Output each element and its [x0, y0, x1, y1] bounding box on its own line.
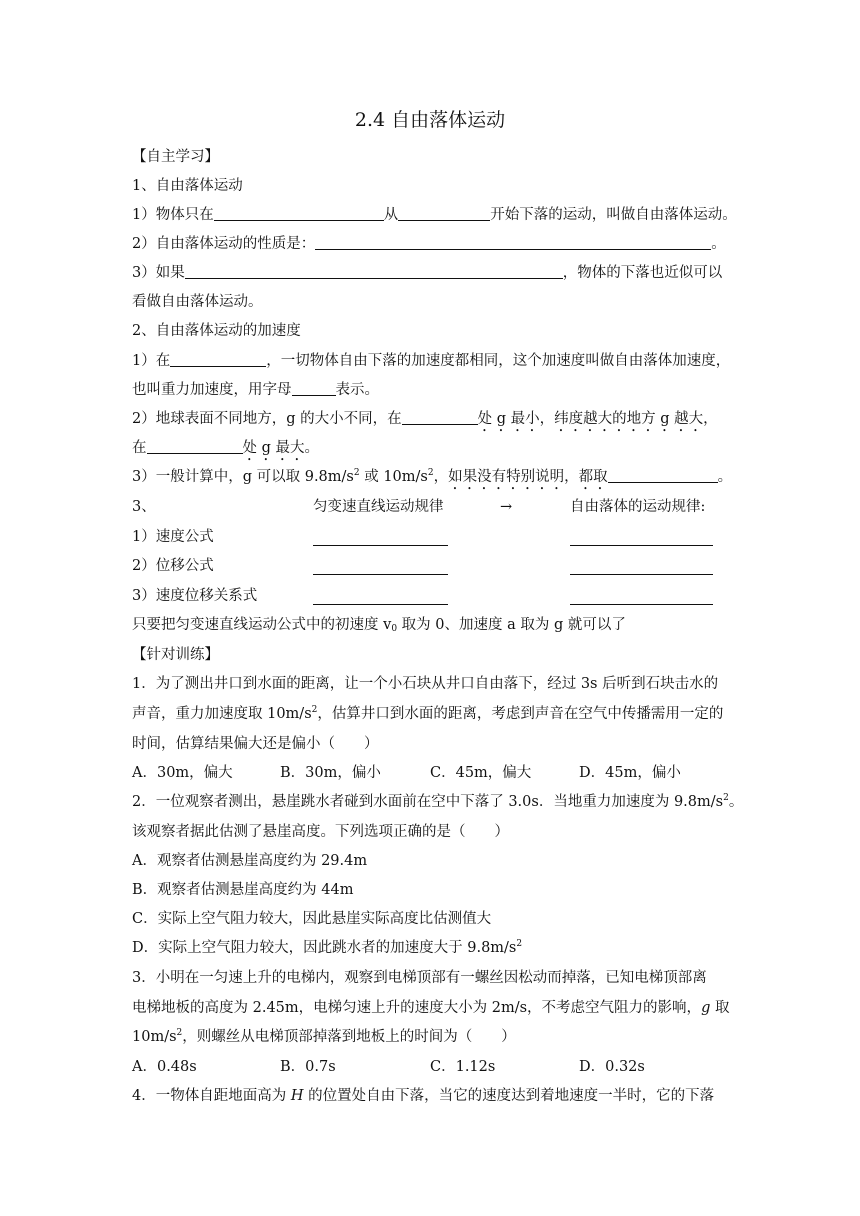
answer-line[interactable]: [313, 574, 448, 575]
fill-blank[interactable]: [292, 381, 336, 396]
item-1-1: 1）物体只在 从 开始下落的运动，叫做自由落体运动。: [132, 207, 737, 223]
q3-option-d[interactable]: D．0.32s: [579, 1059, 645, 1075]
heading-free-fall: 1、自由落体运动: [132, 178, 243, 194]
fill-blank[interactable]: [170, 352, 266, 367]
note: 只要把匀变速直线运动公式中的初速度 $v_0$ 取为 0、加速度 a 取为 g 就可以了: [132, 617, 626, 634]
q1-line-3: 时间，估算结果偏大还是偏小（ ）: [132, 736, 379, 752]
q1-option-d[interactable]: D．45m，偏小: [579, 765, 681, 781]
q1-option-a[interactable]: A．30m，偏大: [132, 765, 233, 781]
heading-acceleration: 2、自由落体运动的加速度: [132, 323, 301, 339]
item-1-2: 2）自由落体运动的性质是： 。: [132, 236, 726, 252]
answer-line[interactable]: [313, 604, 448, 605]
row-velocity-displacement: 3）速度位移关系式: [132, 588, 258, 604]
q3-option-c[interactable]: C．1.12s: [430, 1059, 496, 1075]
answer-line[interactable]: [570, 545, 713, 546]
row-velocity-formula: 1）速度公式: [132, 529, 214, 545]
column-uniform-acceleration: 匀变速直线运动规律: [313, 499, 444, 515]
q1-line-1: 1．为了测出井口到水面的距离，让一个小石块从井口自由落下，经过 3s 后听到石块击水的: [132, 676, 719, 692]
answer-line[interactable]: [570, 574, 713, 575]
heading-3: 3、: [132, 499, 156, 515]
answer-line[interactable]: [570, 604, 713, 605]
fill-blank[interactable]: [147, 439, 243, 454]
item-1-3-cont: 看做自由落体运动。: [132, 294, 263, 310]
item-2-3: 3）一般计算中，g 可以取 $9.8m/s^2$ 或 $10m/s^2$，如果没有特别说明，都取 。: [132, 468, 733, 485]
answer-line[interactable]: [313, 545, 448, 546]
q3-option-b[interactable]: B．0.7s: [280, 1059, 336, 1075]
arrow-icon: →: [500, 499, 513, 515]
q4-line-1: 4．一物体自距地面高为 H 的位置处自由下落，当它的速度达到着地速度一半时，它的下落: [132, 1088, 715, 1104]
item-2-1-cont: 也叫重力加速度，用字母 表示。: [132, 382, 379, 398]
q1-option-c[interactable]: C．45m，偏大: [430, 765, 532, 781]
item-1-3: 3）如果 ，物体的下落也近似可以: [132, 265, 723, 281]
q2-line-1: 2．一位观察者测出，悬崖跳水者碰到水面前在空中下落了 3.0s．当地重力加速度为 $9.8m/s^2$。: [132, 793, 744, 810]
q2-option-d[interactable]: D．实际上空气阻力较大，因此跳水者的加速度大于 $9.8m/s^2$: [132, 939, 523, 956]
q2-option-c[interactable]: C．实际上空气阻力较大，因此悬崖实际高度比估测值大: [132, 911, 492, 927]
item-2-2-cont: 在 处 g 最大。: [132, 440, 319, 456]
q2-line-2: 该观察者据此估测了悬崖高度。下列选项正确的是（ ）: [132, 824, 509, 840]
q3-line-2: 电梯地板的高度为 2.45m，电梯匀速上升的速度大小为 2m/s，不考虑空气阻力的影响，g 取: [132, 1000, 730, 1016]
fill-blank[interactable]: [214, 206, 384, 221]
fill-blank[interactable]: [398, 206, 490, 221]
section-header-training: 【针对训练】: [132, 647, 219, 663]
fill-blank[interactable]: [402, 410, 478, 425]
fill-blank[interactable]: [608, 468, 718, 483]
q2-option-a[interactable]: A．观察者估测悬崖高度约为 29.4m: [132, 853, 368, 869]
item-2-2: 2）地球表面不同地方，g 的大小不同，在 处 g 最小，纬度越大的地方 g 越大，: [132, 411, 718, 427]
q1-line-2: 声音，重力加速度取 $10m/s^2$，估算井口到水面的距离，考虑到声音在空气中传播需用一定的: [132, 705, 724, 722]
q1-option-b[interactable]: B．30m，偏小: [280, 765, 381, 781]
item-2-1: 1）在 ，一切物体自由下落的加速度都相同，这个加速度叫做自由落体加速度，: [132, 353, 731, 369]
q3-line-3: $10m/s^2$，则螺丝从电梯顶部掉落到地板上的时间为（ ）: [132, 1028, 516, 1045]
row-displacement-formula: 2）位移公式: [132, 558, 214, 574]
q3-option-a[interactable]: A．0.48s: [132, 1059, 197, 1075]
fill-blank[interactable]: [315, 235, 711, 250]
fill-blank[interactable]: [185, 264, 563, 279]
q3-line-1: 3．小明在一匀速上升的电梯内，观察到电梯顶部有一螺丝因松动而掉落，已知电梯顶部离: [132, 970, 707, 986]
page-title: 2.4 自由落体运动: [354, 109, 506, 131]
q2-option-b[interactable]: B．观察者估测悬崖高度约为 44m: [132, 882, 354, 898]
section-header-self-study: 【自主学习】: [132, 149, 219, 165]
column-free-fall: 自由落体的运动规律:: [570, 499, 706, 515]
